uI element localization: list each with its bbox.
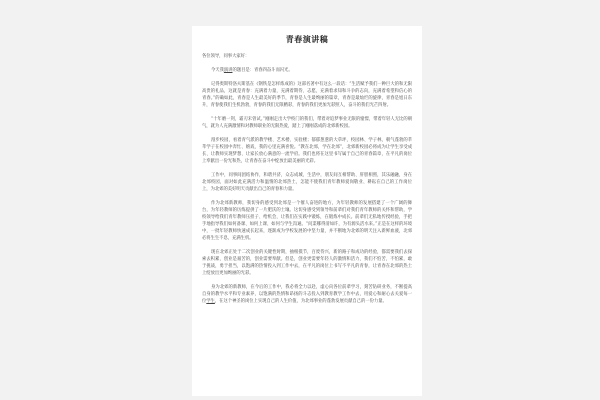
document-title: 青春演讲稿: [285, 34, 329, 44]
text-before: 今天我: [211, 68, 224, 73]
text-after: ，在这个神圣的岗位上实现自己的人生价值，为北郊事业的蓬勃发展贡献自己的一份力量。: [214, 299, 387, 304]
paragraph-4: 漫步校园，看着青气派的教学楼、艺术楼、实验楼；郁郁葱葱的大草坪，校园林、学子林，朝气蓬勃的莘莘学子在校园中奔忙、嬉戏，我的心里充满喜悦。“教在北郊，学在北郊”，北郊新校园必将成为让学生享受成长、让教师实现梦想、让家长放心满意的一流学府。我们也将在这里书写属于自己的青春篇章，在平凡的岗位上奉献出一份光和热，让青春在奋斗中绽放出最美丽的光彩。: [202, 138, 412, 164]
paragraph-8: [202, 284, 412, 305]
text-after: 的题目是：青春四奋斗而闪光。: [232, 68, 293, 73]
paragraph-7: 现在北郊正处于二次创业的关键性时期，抽根摸节，百废待兴，新的路子和成功的经验，都需要我们去探索去积累，创业是艰苦的，创业需要奉献。但是，创业更需要年轻人的激情和活力，我们不怕苦，不怕累，敢于挑战，勇于担当，以饱满的热情投入到工作中去，在平凡的岗位上书写不平凡的青春，让青春在北郊的热土上绽放出更加绚丽的光彩。: [202, 250, 412, 276]
paragraph-3: “十年磨一剑，霜刃未曾试。”刚刚走出大学校门的我们，带着对追梦事业无限的憧憬，带着年轻人无比的朝气，就为人充满激情和对教师职业的无限热爱，踏上了刚刚落成的北郊新校园。: [202, 117, 412, 129]
document-page: [192, 26, 422, 396]
underlined-text: 学生: [206, 299, 215, 304]
greeting: 各位领导，同事大家好：: [202, 54, 250, 59]
underlined-text: 演讲: [223, 68, 233, 73]
paragraph-6: 作为北郊新教师，我切身的感受到北郊是一个催人奋进的地方，为年轻教师的发展搭建了一个广阔的舞台，为年轻教师的历练提供了一片肥沃的土壤。这切身感受到领导和前辈们对我们青年教师的关怀和帮助，学校领导给我们青年教师压担子、给机会，让我们在实践中锻炼，在锻炼中成长。前辈们无私地传授经验，手把手地指导我们如何备课、如何上课、如何与学生沟通。“问渠哪得清如许，为有源头活水来。”正是在这样的环境中，一批年轻教师快速成长起来，逐渐成为学校发展的中坚力量，并不断地为北郊的明天注入新鲜血液，北郊必将生生不息，充满生机。: [202, 201, 412, 241]
paragraph-5: 工作中，同事间团结协作，和谐共济，众志成城，生活中，朋友间互相帮助、肝胆相照，其乐融融，身在北郊校园，面对如此充满活力和温情的北郊热土，怎能不使我们青年教师爱岗敬业、耕耘在自己的工作岗位上，为北郊的美好明天贡献出自己的青春和力量。: [202, 173, 412, 192]
paragraph-2: 记得奥斯特洛夫斯基在《钢铁是怎样炼成的》这部名著中有这么一段话：“生活赋予我们一种巨大的和无限高贵的礼品，这就是青春：充满着力量，充满着期待、志愿，充满着求知和斗争的志向，充满着希望和信心的青春。”的确如此，青春是人生最美好的季节，青春是人生最绚丽的篇章，青春是最灿烂的旋律，青春是旭日东升，青春使我们生机勃勃，青春的我们无限精彩，青春的我们更加光彩照人，奋斗的我们光芒四射。: [202, 82, 412, 108]
text-before: 身为北郊的新教师，在今后的工作中，我必将全力以赴，虚心向各位前辈学习，刻苦钻研业务，不断提高自身的教学水平和专业素养，以饱满的热情和昂扬的斗志投入到教育教学工作中去，用爱心和耐心去关爱每一位: [202, 285, 412, 304]
paragraph-1: [202, 67, 412, 74]
